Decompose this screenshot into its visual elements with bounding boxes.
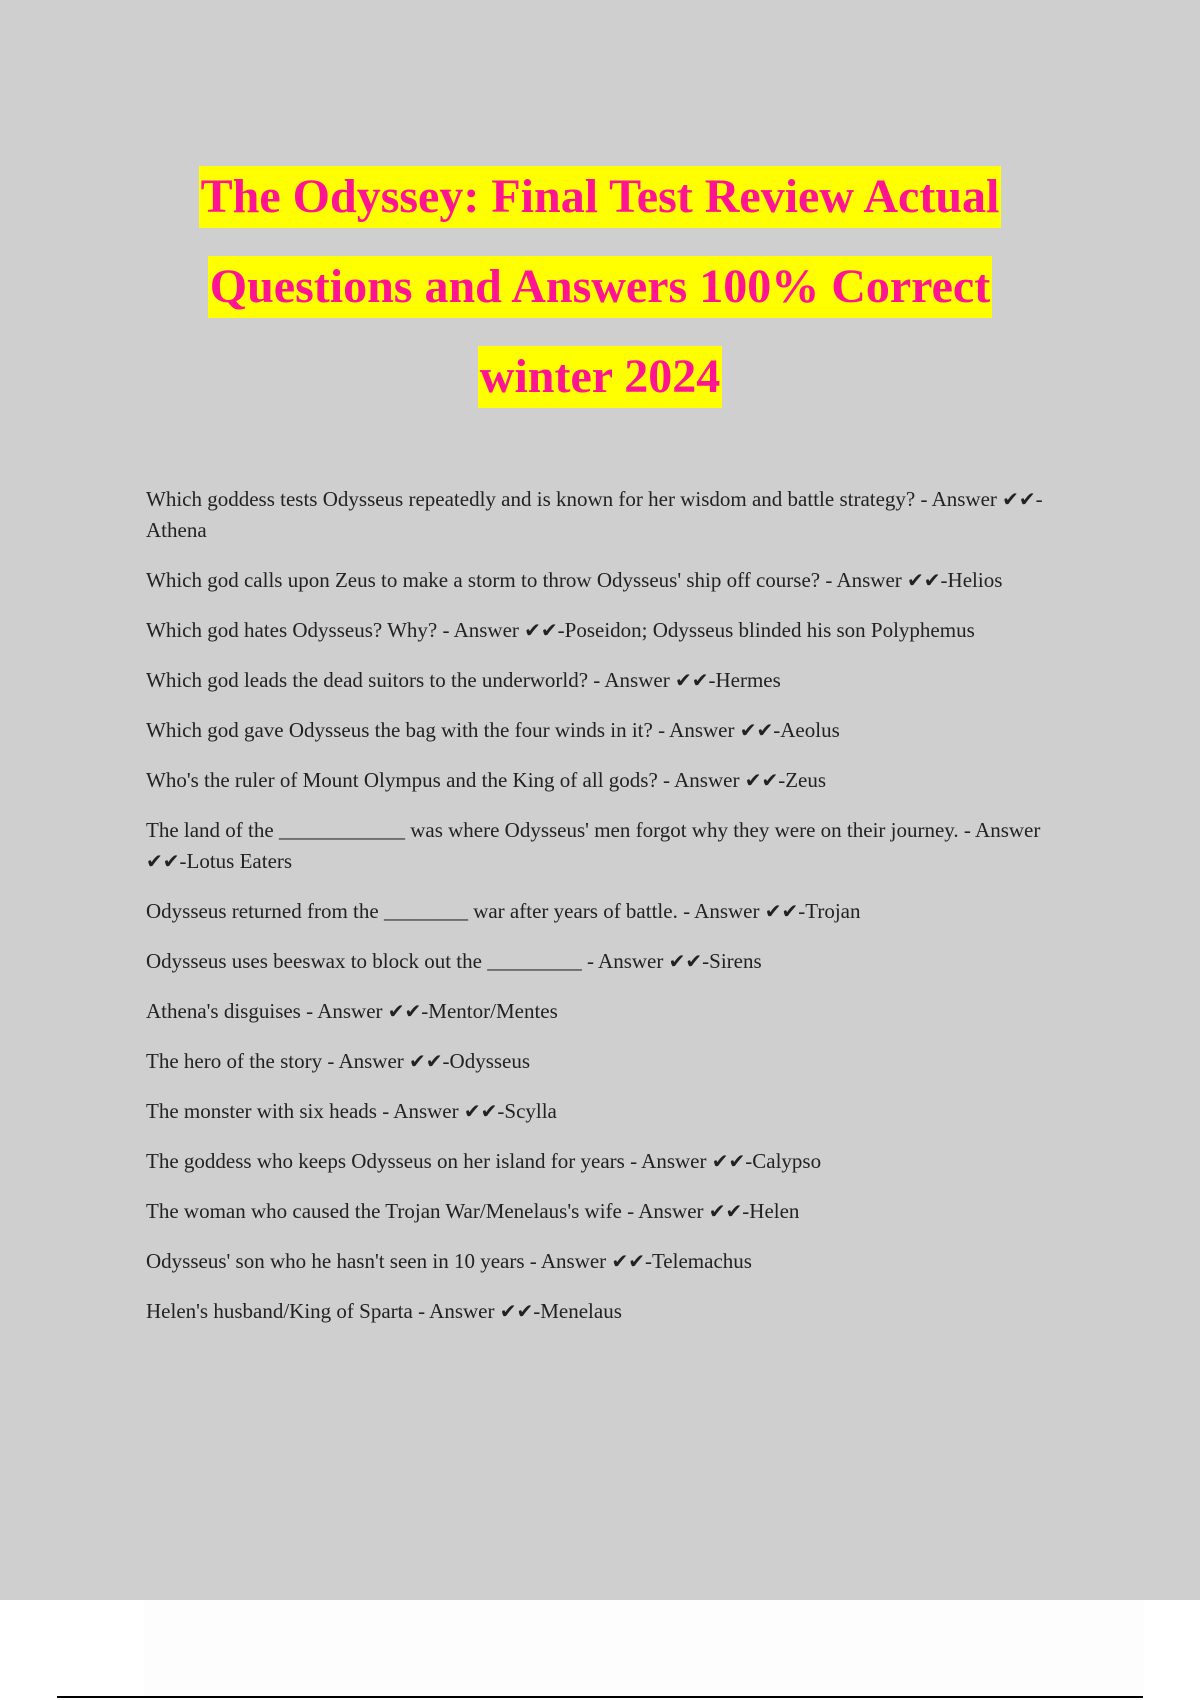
double-check-icon: ✔✔ — [668, 949, 703, 973]
answer-prefix: Answer — [453, 618, 519, 642]
double-check-icon: ✔✔ — [524, 618, 558, 642]
answer-text: -Poseidon; Odysseus blinded his son Polyphemus — [557, 618, 975, 642]
qa-item — [146, 615, 1086, 646]
question-text: The land of the ____________ was where Odysseus' men forgot why they were on their journey. - — [146, 818, 971, 842]
answer-text: -Mentor/Mentes — [421, 999, 558, 1023]
answer-prefix: Answer — [975, 818, 1041, 842]
answer-prefix: Answer — [641, 1149, 707, 1173]
double-check-icon: ✔✔ — [146, 849, 180, 873]
qa-item — [146, 1096, 1086, 1127]
footer-area — [144, 1600, 1144, 1696]
answer-text: -Lotus Eaters — [179, 849, 293, 873]
answer-text: -Aeolus — [773, 718, 840, 742]
qa-item — [146, 946, 1086, 977]
qa-item — [146, 665, 1086, 696]
answer-prefix: Answer — [317, 999, 383, 1023]
question-text: Athena's disguises - — [146, 999, 314, 1023]
qa-item — [146, 1246, 1086, 1277]
answer-text: -Telemachus — [644, 1249, 752, 1273]
question-text: The woman who caused the Trojan War/Menelaus's wife - — [146, 1199, 635, 1223]
double-check-icon: ✔✔ — [1002, 487, 1036, 511]
answer-text: -Hermes — [708, 668, 781, 692]
answer-prefix: Answer — [393, 1099, 459, 1123]
answer-text: -Athena — [146, 487, 1043, 542]
question-text: Which god calls upon Zeus to make a storm to throw Odysseus' ship off course? - — [146, 568, 833, 592]
answer-prefix: Answer — [598, 949, 664, 973]
qa-item — [146, 565, 1086, 596]
qa-item — [146, 815, 1086, 877]
question-text: Helen's husband/King of Sparta - — [146, 1299, 426, 1323]
answer-text: -Calypso — [745, 1149, 822, 1173]
answer-prefix: Answer — [638, 1199, 704, 1223]
title-line-1: The Odyssey: Final Test Review Actual — [199, 166, 1002, 228]
double-check-icon: ✔✔ — [499, 1299, 534, 1323]
question-text: Odysseus uses beeswax to block out the _________ - — [146, 949, 594, 973]
answer-text: -Menelaus — [533, 1299, 622, 1323]
question-text: Odysseus returned from the ________ war after years of battle. - — [146, 899, 691, 923]
question-text: The hero of the story - — [146, 1049, 335, 1073]
answer-prefix: Answer — [338, 1049, 404, 1073]
double-check-icon: ✔✔ — [711, 1149, 746, 1173]
question-text: Which god leads the dead suitors to the underworld? - — [146, 668, 601, 692]
double-check-icon: ✔✔ — [744, 768, 779, 792]
qa-item — [146, 1046, 1086, 1077]
double-check-icon: ✔✔ — [708, 1199, 743, 1223]
answer-text: -Sirens — [702, 949, 762, 973]
double-check-icon: ✔✔ — [674, 668, 709, 692]
answer-text: -Zeus — [778, 768, 827, 792]
answer-text: -Trojan — [798, 899, 861, 923]
document-title — [0, 166, 1200, 436]
qa-item — [146, 1296, 1086, 1327]
answer-text: -Odysseus — [442, 1049, 531, 1073]
question-text: Who's the ruler of Mount Olympus and the King of all gods? - — [146, 768, 671, 792]
double-check-icon: ✔✔ — [739, 718, 774, 742]
answer-prefix: Answer — [931, 487, 997, 511]
qa-item — [146, 765, 1086, 796]
qa-item — [146, 1146, 1086, 1177]
qa-item — [146, 484, 1086, 546]
answer-prefix: Answer — [836, 568, 902, 592]
answer-prefix: Answer — [604, 668, 670, 692]
question-text: Which god hates Odysseus? Why? - — [146, 618, 450, 642]
answer-prefix: Answer — [429, 1299, 495, 1323]
double-check-icon: ✔✔ — [409, 1049, 443, 1073]
footer-divider — [57, 1696, 1143, 1698]
double-check-icon: ✔✔ — [764, 899, 799, 923]
qa-item — [146, 896, 1086, 927]
title-line-3: winter 2024 — [478, 346, 722, 408]
question-answer-list — [146, 484, 1086, 1346]
question-text: Which god gave Odysseus the bag with the four winds in it? - — [146, 718, 666, 742]
question-text: Which goddess tests Odysseus repeatedly and is known for her wisdom and battle strategy? - — [146, 487, 928, 511]
answer-text: -Scylla — [497, 1099, 557, 1123]
qa-item — [146, 996, 1086, 1027]
double-check-icon: ✔✔ — [387, 999, 422, 1023]
double-check-icon: ✔✔ — [463, 1099, 498, 1123]
answer-prefix: Answer — [694, 899, 760, 923]
question-text: The monster with six heads - — [146, 1099, 390, 1123]
question-text: Odysseus' son who he hasn't seen in 10 years - — [146, 1249, 537, 1273]
answer-text: -Helios — [940, 568, 1003, 592]
answer-text: -Helen — [742, 1199, 800, 1223]
qa-item — [146, 715, 1086, 746]
answer-prefix: Answer — [540, 1249, 607, 1273]
title-line-2: Questions and Answers 100% Correct — [208, 256, 992, 318]
qa-item — [146, 1196, 1086, 1227]
double-check-icon: ✔✔ — [611, 1249, 645, 1273]
double-check-icon: ✔✔ — [907, 568, 941, 592]
answer-prefix: Answer — [669, 718, 735, 742]
question-text: The goddess who keeps Odysseus on her island for years - — [146, 1149, 638, 1173]
answer-prefix: Answer — [674, 768, 740, 792]
